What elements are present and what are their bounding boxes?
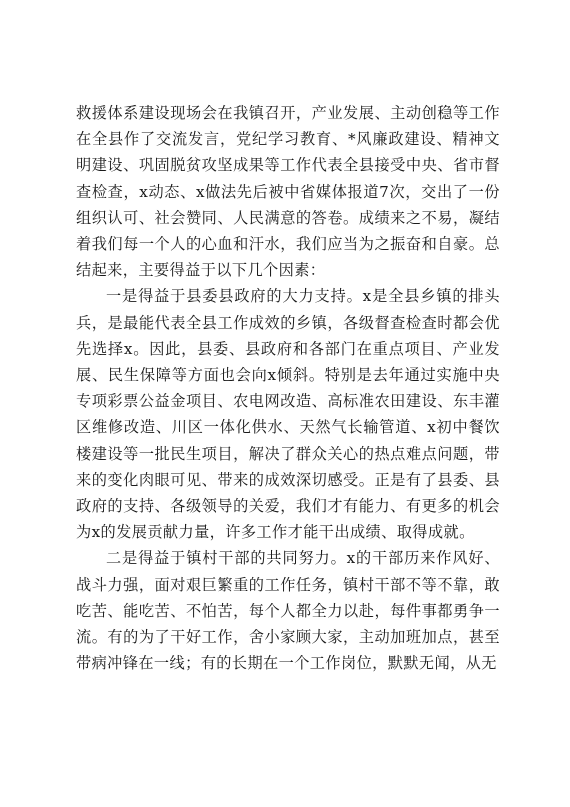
paragraph-cadre-effort: 二是得益于镇村干部的共同努力。x的干部历来作风好、战斗力强，面对艰巨繁重的工作任务，镇村干部不等不靠，敢吃苦、能吃苦、不怕苦，每个人都全力以赴，每件事都勇争一流。有的为了干好工作，舍小家顾大家，主动加班加点，甚至带病冲锋在一线；有的长期在一个工作岗位，默默无闻，从无 — [76, 549, 500, 673]
document-body — [76, 100, 500, 676]
paragraph-summary: 救援体系建设现场会在我镇召开，产业发展、主动创稳等工作在全县作了交流发言，党纪学习教育、*风廉政建设、精神文明建设、巩固脱贫攻坚成果等工作代表全县接受中央、省市督查检查，x动态、x做法先后被中省媒体报道7次，交出了一份组织认可、社会赞同、人民满意的答卷。成绩来之不易，凝结着我们每一个人的心血和汗水，我们应当为之振奋和自豪。总结起来，主要得益于以下几个因素： — [76, 104, 500, 280]
paragraph-county-support: 一是得益于县委县政府的大力支持。x是全县乡镇的排头兵，是最能代表全县工作成效的乡镇，各级督查检查时都会优先选择x。因此，县委、县政府和各部门在重点项目、产业发展、民生保障等方面也会向x倾斜。特别是去年通过实施中央专项彩票公益金项目、农电网改造、高标准农田建设、东丰灌区维修改造、川区一体化供水、天然气长输管道、x初中餐饮楼建设等一批民生项目，解决了群众关心的热点难点问题，带来的变化肉眼可见、带来的成效深切感受。正是有了县委、县政府的支持、各级领导的关爱，我们才有能力、有更多的机会为x的发展贡献力量，许多工作才能干出成绩、取得成就。 — [76, 287, 500, 542]
